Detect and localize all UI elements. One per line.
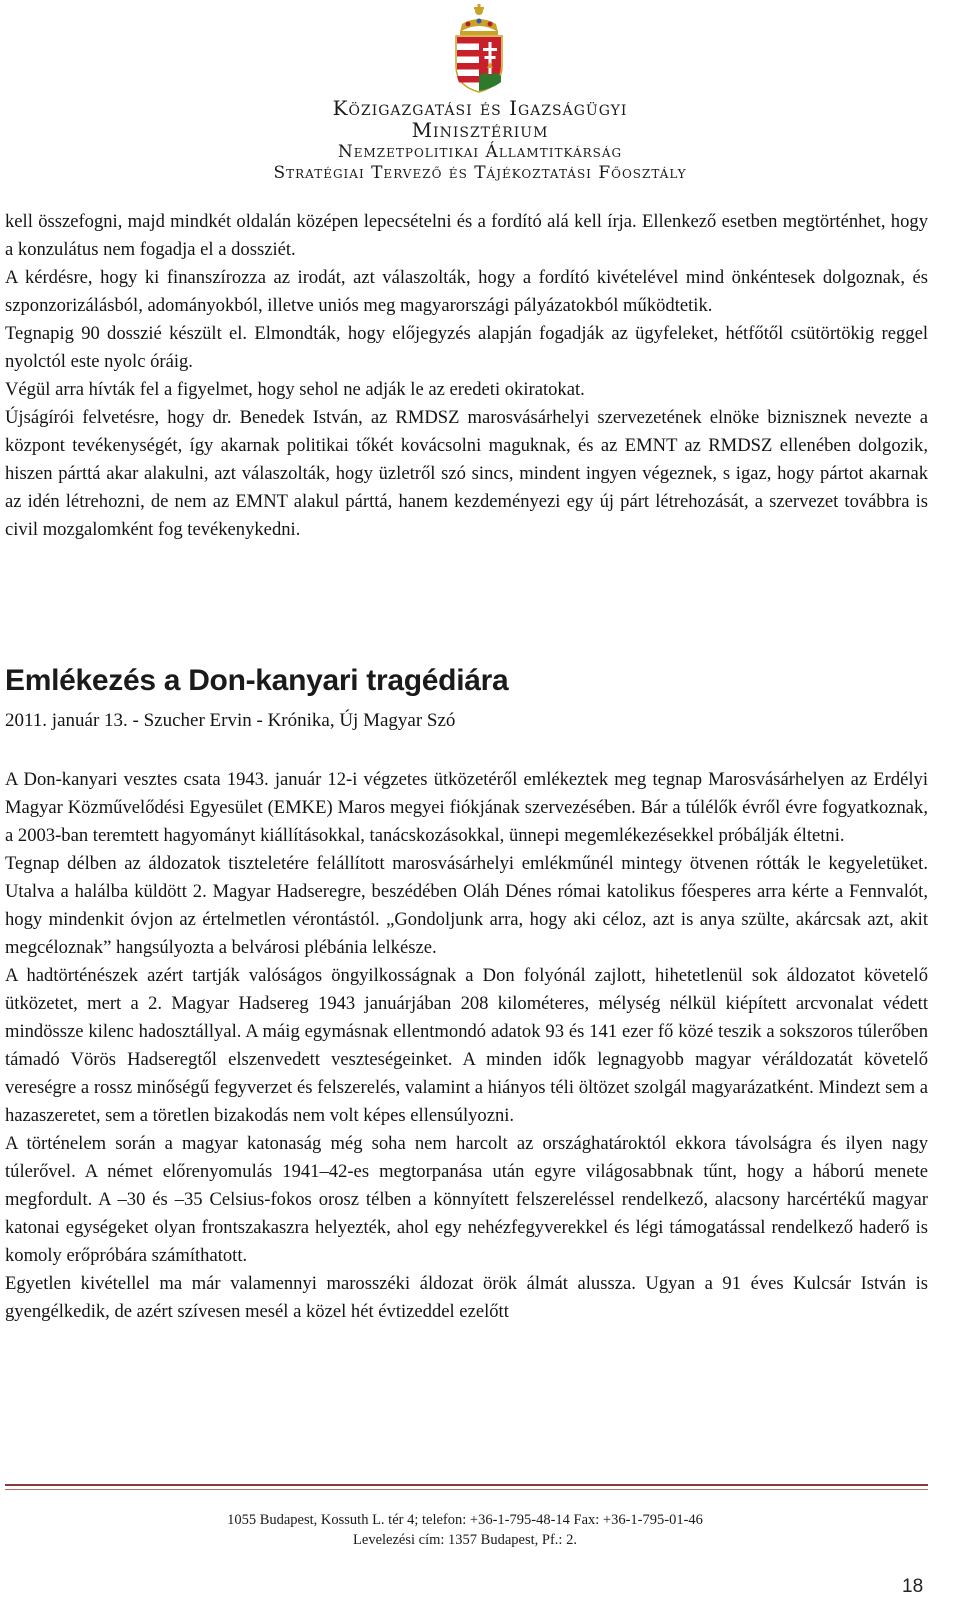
paragraph: Végül arra hívták fel a figyelmet, hogy sehol ne adják le az eredeti okiratokat.	[5, 379, 585, 400]
paragraph: Tegnap délben az áldozatok tiszteletére felállított marosvásárhelyi emlékműnél mintegy ötvenen rótták le kegyeletüket. Utalva a halálba küldött 2. Magyar Hadseregre, beszédében Oláh Dénes római katolikus főesperes arra kérte a Fennvalót, hogy mindenkit óvjon az értelmetlen vérontástól. „Gondoljunk arra, hogy aki céloz, azt is anya szülte, akárcsak azt, akit megcéloznak” hangsúlyozta a belvárosi plébánia lelkésze.	[5, 853, 928, 958]
footer-mailing-address: Levelezési cím: 1357 Budapest, Pf.: 2.	[353, 1532, 577, 1548]
footer-address: 1055 Budapest, Kossuth L. tér 4; telefon: +36-1-795-48-14 Fax: +36-1-795-01-46	[227, 1512, 703, 1528]
ministry-department: Stratégiai Tervező és Tájékoztatási Főosztály	[273, 163, 687, 183]
paragraph: A kérdésre, hogy ki finanszírozza az irodát, azt válaszolták, hogy a fordító kivételével mind önkéntesek dolgoznak, és szponzorizálásból, adományokból, illetve uniós meg magyarországi pályázatokból működtetik.	[5, 267, 928, 316]
hungarian-coat-of-arms-icon	[446, 2, 512, 94]
ministry-name-line2: Minisztérium	[411, 118, 549, 142]
paragraph: A hadtörténészek azért tartják valóságos öngyilkosságnak a Don folyónál zajlott, hihetetlenül sok áldozatot követelő ütközetet, mert a 2. Magyar Hadsereg 1943 januárjában 208 kilométeres, mélység nélkül kiépített arcvonalat védett mindössze kilenc hadosztállyal. A máig egymásnak ellentmondó adatok 93 és 141 ezer fő közé teszik a sokszoros túlerőben támadó Vörös Hadseregtől elszenvedett veszteségeinket. A minden idők legnagyobb magyar véráldozatát követelő vereségre a rossz minőségű fegyverzet és felszerelés, valamint a hiányos téli öltözet szolgál magyarázatként. Mindezt sem a hazaszeretet, sem a töretlen bizakodás nem volt képes ellensúlyozni.	[5, 965, 928, 1126]
previous-article-continuation	[5, 208, 928, 544]
footer-divider-thin	[5, 1489, 928, 1490]
paragraph: Egyetlen kivétellel ma már valamennyi marosszéki áldozat örök álmát alussza. Ugyan a 91 éves Kulcsár István is gyengélkedik, de azért szívesen mesél a közel hét évtizeddel ezelőtt	[5, 1273, 928, 1322]
letterhead	[0, 0, 960, 190]
article-title: Emlékezés a Don-kanyari tragédiára	[5, 664, 509, 697]
page-number: 18	[902, 1576, 924, 1597]
article-body	[5, 766, 928, 1326]
paragraph: A történelem során a magyar katonaság még soha nem harcolt az országhatároktól ekkora távolságra és ilyen nagy túlerővel. A német előrenyomulás 1941–42-es megtorpanása után egyre világosabbnak tűnt, hogy a háború menete megfordult. A –30 és –35 Celsius-fokos orosz télben a könnyített felszereléssel rendelkező, alacsony harcértékű magyar katonai egységeket olyan frontszakaszra helyezték, ahol egy nehézfegyverekkel és légi támogatással rendelkező haderő is komoly erőpróbára számíthatott.	[5, 1133, 928, 1266]
paragraph: kell összefogni, majd mindkét oldalán középen lepecsételni és a fordító alá kell írja. Ellenkező esetben megtörténhet, hogy a konzulátus nem fogadja el a dossziét.	[5, 211, 928, 260]
paragraph: A Don-kanyari vesztes csata 1943. január 12-i végzetes ütközetéről emlékeztek meg tegnap Marosvásárhelyen az Erdélyi Magyar Közművelődési Egyesület (EMKE) Maros megyei fiókjának szervezésében. Bár a túlélők évről évre fogyatkoznak, a 2003-ban teremtett hagyományt kiállításokkal, tanácskozásokkal, ünnepi megemlékezésekkel próbálják éltetni.	[5, 769, 928, 846]
paragraph: Újságírói felvetésre, hogy dr. Benedek István, az RMDSZ marosvásárhelyi szervezetének elnöke biznisznek nevezte a központ tevékenységét, így akarnak politikai tőkét kovácsolni maguknak, és az EMNT az RMDSZ ellenében dolgozik, hiszen párttá akar alakulni, azt válaszolták, hogy üzletről szó sincs, mindent ingyen végeznek, s igaz, hogy pártot akarnak az idén létrehozni, de nem az EMNT alakul párttá, hanem kezdeményezi egy új párt létrehozását, a szervezet továbbra is civil mozgalomként fog tevékenykedni.	[5, 407, 928, 540]
ministry-secretariat: Nemzetpolitikai Államtitkárság	[337, 142, 623, 162]
ministry-name-line1: Közigazgatási és Igazságügyi	[332, 96, 628, 120]
footer-divider	[5, 1484, 928, 1486]
article-byline: 2011. január 13. - Szucher Ervin - Krónika, Új Magyar Szó	[5, 710, 456, 731]
paragraph: Tegnapig 90 dosszié készült el. Elmondták, hogy előjegyzés alapján fogadják az ügyfeleket, hétfőtől csütörtökig reggel nyolctól este nyolc óráig.	[5, 323, 928, 372]
